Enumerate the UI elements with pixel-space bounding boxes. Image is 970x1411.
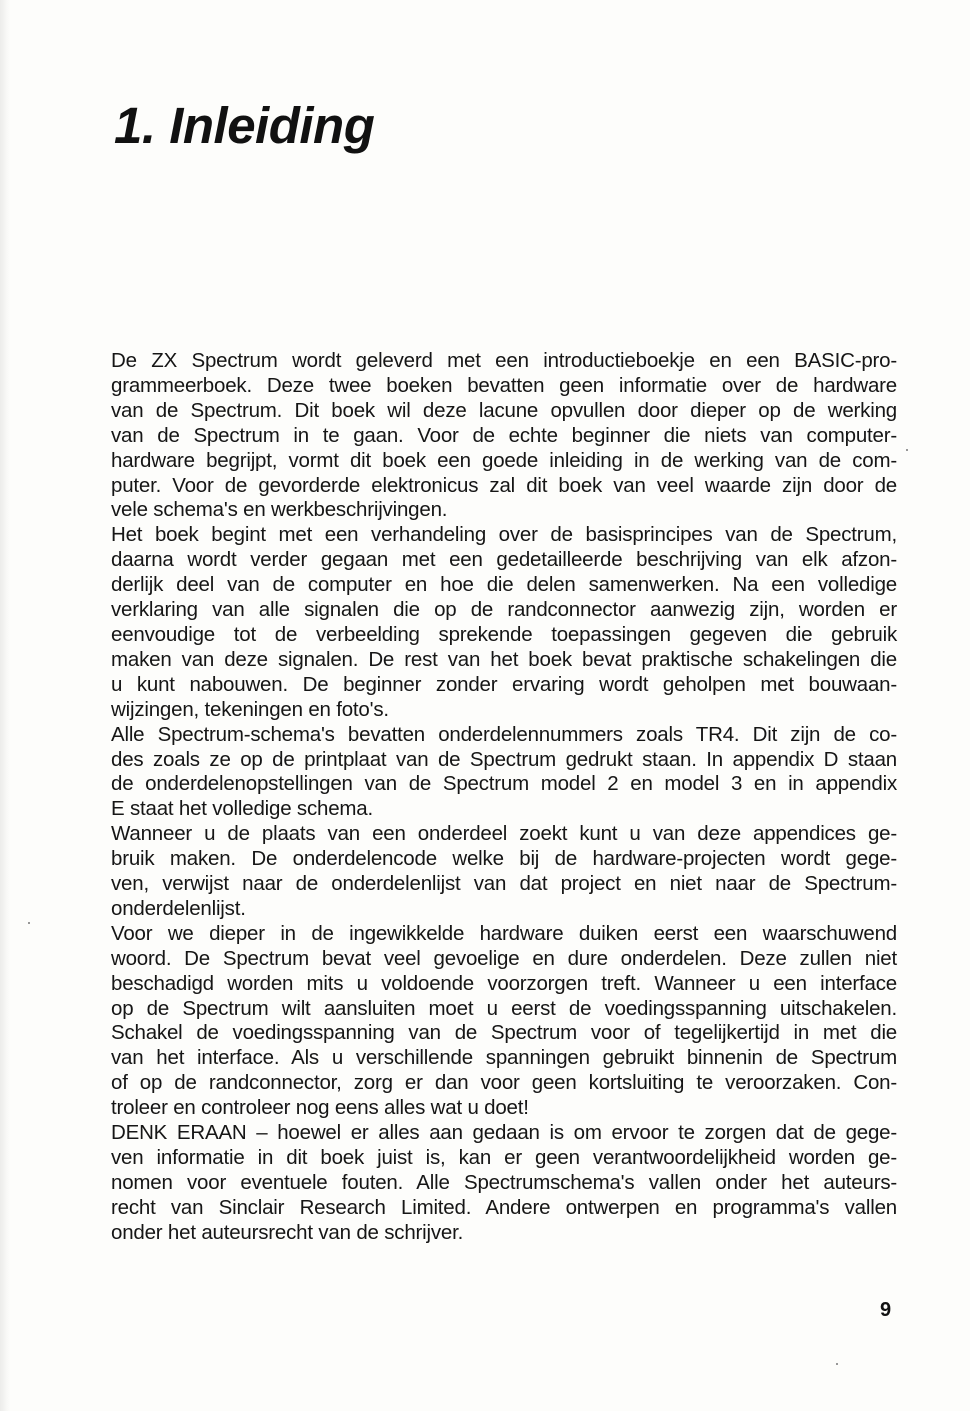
- paragraph-2-line: daarna wordt verder gegaan met een gedetailleerde beschrijving van elk afzon-: [111, 548, 897, 572]
- paragraph-6-line: onder het auteursrecht van de schrijver.: [111, 1220, 464, 1244]
- page-number: 9: [880, 1299, 892, 1321]
- paragraph-3-line: de onderdelenopstellingen van de Spectrum model 2 en model 3 en in appendix: [111, 772, 897, 796]
- paragraph-2-line: eenvoudige tot de verbeelding sprekende toepassingen gegeven die gebruik: [111, 622, 897, 646]
- paragraph-3-line: des zoals ze op de printplaat van de Spectrum gedrukt staan. In appendix D staan: [111, 747, 897, 771]
- paragraph-5-line: of op de randconnector, zorg er dan voor geen kortsluiting te veroorzaken. Con-: [111, 1071, 897, 1095]
- paragraph-2-line: verklaring van alle signalen die op de randconnector aanwezig zijn, worden er: [111, 598, 897, 622]
- paragraph-2-line: wijzingen, tekeningen en foto's.: [111, 697, 389, 721]
- paragraph-6-line: ven informatie in dit boek juist is, kan er geen verantwoordelijkheid worden ge-: [111, 1146, 897, 1169]
- paragraph-1-line: De ZX Spectrum wordt geleverd met een introductieboekje en een BASIC-pro-: [111, 349, 897, 372]
- paragraph-1-line: van de Spectrum in te gaan. Voor de echte beginner die niets van computer-: [111, 423, 897, 447]
- paragraph-1-line: vele schema's en werkbeschrijvingen.: [111, 498, 448, 522]
- paragraph-5-line: beschadigd worden mits u voldoende voorzorgen treft. Wanneer u een interface: [111, 971, 897, 995]
- paragraph-4-line: ven, verwijst naar de onderdelenlijst van dat project en niet naar de Spectrum-: [111, 872, 897, 896]
- paragraph-3-line: E staat het volledige schema.: [111, 797, 373, 821]
- body-text: [111, 349, 897, 1246]
- paper-speck: [836, 1363, 838, 1365]
- paragraph-5-line: troleer en controleer nog eens alles wat u doet!: [111, 1096, 529, 1120]
- paragraph-1-line: puter. Voor de gevorderde elektronicus zal dit boek van veel waarde zijn door de: [111, 473, 897, 497]
- paragraph-2-line: u kunt nabouwen. De beginner zonder ervaring wordt geholpen met bouwaan-: [111, 672, 897, 696]
- paragraph-2-line: derlijk deel van de computer en hoe die delen samenwerken. Na een volledige: [111, 573, 897, 597]
- paragraph-5-line: van het interface. Als u verschillende spanningen gebruikt binnenin de Spectrum: [111, 1046, 897, 1070]
- paragraph-2-line: Het boek begint met een verhandeling over de basisprincipes van de Spectrum,: [111, 523, 897, 547]
- paragraph-1-line: van de Spectrum. Dit boek wil deze lacune opvullen door dieper op de werking: [111, 398, 897, 422]
- paragraph-5-line: Voor we dieper in de ingewikkelde hardware duiken eerst een waarschuwend: [111, 921, 897, 945]
- paragraph-5-line: woord. De Spectrum bevat veel gevoelige en dure onderdelen. Deze zullen niet: [111, 946, 897, 970]
- paragraph-5-line: op de Spectrum wilt aansluiten moet u eerst de voedingsspanning uitschakelen.: [111, 996, 897, 1020]
- paragraph-4-line: onderdelenlijst.: [111, 896, 246, 920]
- page-binding-edge: [0, 0, 10, 1411]
- paragraph-2-line: maken van deze signalen. De rest van het boek bevat praktische schakelingen die: [111, 647, 897, 671]
- paragraph-6-line: recht van Sinclair Research Limited. Andere ontwerpen en programma's vallen: [111, 1195, 897, 1219]
- paragraph-4-line: Wanneer u de plaats van een onderdeel zoekt kunt u van deze appendices ge-: [111, 822, 897, 846]
- paragraph-1-line: hardware begrijpt, vormt dit boek een goede inleiding in de werking van de com-: [111, 448, 897, 472]
- paper-speck: [906, 449, 908, 451]
- paragraph-4-line: bruik maken. De onderdelencode welke bij de hardware-projecten wordt gege-: [111, 847, 897, 871]
- chapter-title: 1. Inleiding: [114, 97, 375, 154]
- paragraph-1-line: grammeerboek. Deze twee boeken bevatten geen informatie over de hardware: [111, 373, 897, 397]
- paragraph-6-line: DENK ERAAN – hoewel er alles aan gedaan is om ervoor te zorgen dat de gege-: [111, 1121, 897, 1145]
- paragraph-6-line: nomen voor eventuele fouten. Alle Spectrumschema's vallen onder het auteurs-: [111, 1170, 897, 1194]
- paper-speck: [28, 922, 30, 924]
- paragraph-5-line: Schakel de voedingsspanning van de Spectrum voor of tegelijkertijd in met die: [111, 1021, 897, 1045]
- paragraph-3-line: Alle Spectrum-schema's bevatten onderdelennummers zoals TR4. Dit zijn de co-: [111, 722, 897, 746]
